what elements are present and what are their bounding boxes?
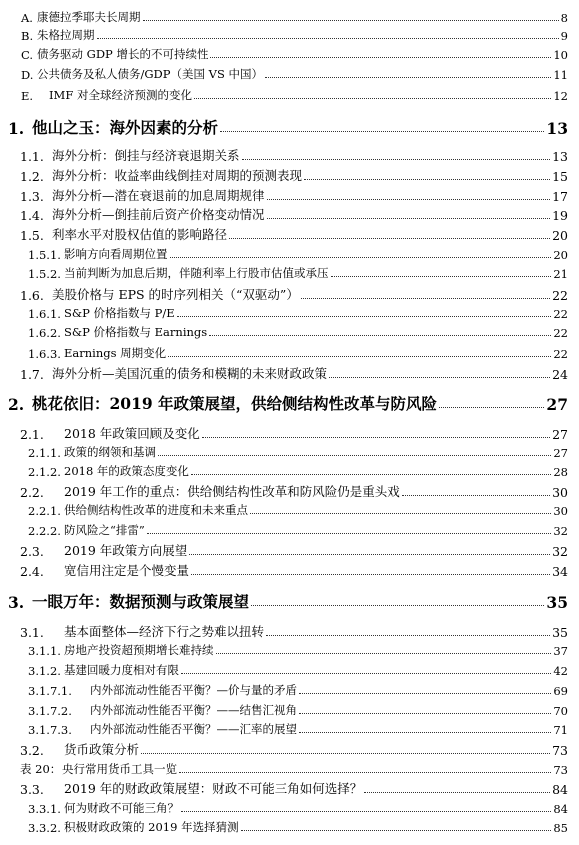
- dot-leader: [194, 98, 551, 99]
- dot-leader: [267, 199, 551, 200]
- toc-entry-number: C.: [21, 48, 34, 62]
- dot-leader: [158, 455, 551, 456]
- toc-entry-number: D.: [21, 68, 34, 82]
- toc-entry-number: 1.6.3.: [28, 347, 61, 361]
- toc-entry-page-number: 20: [552, 228, 568, 243]
- toc-entry-title: 基建回暖力度相对有限: [64, 663, 179, 677]
- toc-entry-number: 2.1.2.: [28, 465, 61, 479]
- toc-entry[interactable]: [0, 561, 579, 579]
- toc-entry-title: 房地产投资超预期增长难持续: [64, 643, 214, 657]
- toc-entry-title: 海外分析—潜在衰退前的加息周期规律: [52, 188, 265, 203]
- dot-leader: [143, 20, 559, 21]
- toc-entry-page-number: 84: [552, 782, 568, 797]
- toc-entry-title: 2019 年工作的重点：供给侧结构性改革和防风险仍是重头戏: [64, 484, 400, 499]
- toc-entry-page-number: 11: [553, 68, 568, 82]
- toc-entry-title: 基本面整体—经济下行之势难以扭转: [64, 624, 265, 639]
- toc-entry-number: 1.6.2.: [28, 326, 61, 340]
- toc-entry-number: 3.: [8, 593, 25, 612]
- toc-entry-page-number: 27: [546, 395, 568, 414]
- toc-entry[interactable]: [0, 818, 579, 835]
- toc-entry-number: 2.3.: [20, 544, 44, 559]
- dot-leader: [267, 218, 551, 219]
- toc-entry-page-number: 20: [553, 248, 568, 262]
- toc-entry-page-number: 19: [552, 208, 568, 223]
- toc-entry-title: 积极财政政策的 2019 年选择猜测: [64, 820, 239, 834]
- toc-entry-number: 1.5.1.: [28, 248, 61, 262]
- dot-leader: [331, 276, 552, 277]
- toc-entry-title: 海外分析：收益率曲线倒挂对周期的预测表现: [52, 168, 303, 183]
- toc-entry-page-number: 35: [546, 593, 568, 612]
- toc-entry-number: 3.3.: [20, 782, 44, 797]
- toc-entry[interactable]: [0, 641, 579, 658]
- toc-entry-number: A.: [21, 11, 33, 25]
- toc-entry-title: 利率水平对股权估值的影响路径: [52, 227, 228, 242]
- toc-entry[interactable]: [0, 225, 579, 243]
- toc-entry[interactable]: [0, 323, 579, 340]
- toc-entry[interactable]: [0, 541, 579, 559]
- toc-entry[interactable]: [0, 65, 579, 82]
- toc-entry-number: 2.1.: [20, 427, 44, 442]
- toc-entry[interactable]: [0, 205, 579, 223]
- toc-entry-title: 政策的纲领和基调: [64, 445, 156, 459]
- dot-leader: [191, 574, 550, 575]
- toc-entry[interactable]: [0, 392, 579, 414]
- toc-entry-title: Earnings 周期变化: [64, 346, 167, 360]
- toc-entry[interactable]: [0, 590, 579, 612]
- toc-entry-title: 内外部流动性能否平衡？——结售汇视角: [90, 703, 297, 717]
- toc-entry[interactable]: [0, 779, 579, 797]
- toc-entry-title: 海外分析—倒挂前后资产价格变动情况: [52, 207, 265, 222]
- dot-leader: [266, 635, 550, 636]
- toc-entry-number: 1.5.2.: [28, 267, 61, 281]
- toc-entry[interactable]: [0, 462, 579, 479]
- toc-entry-page-number: 84: [553, 802, 568, 816]
- toc-entry[interactable]: [0, 720, 579, 737]
- toc-entry-title: 影响方向看周期位置: [64, 247, 168, 261]
- toc-entry-title: 桃花依旧：2019 年政策展望，供给侧结构性改革与防风险: [32, 394, 438, 413]
- toc-entry-number: 1.6.: [20, 288, 44, 303]
- toc-entry-number: 3.1.1.: [28, 644, 61, 658]
- toc-entry-title: 他山之玉：海外因素的分析: [32, 118, 219, 137]
- toc-entry-page-number: 12: [553, 89, 568, 103]
- dot-leader: [299, 732, 551, 733]
- toc-entry-number: 1.1.: [20, 149, 44, 164]
- toc-entry-title: 2018 年的政策态度变化: [64, 464, 189, 478]
- toc-entry[interactable]: [0, 166, 579, 184]
- toc-entry-page-number: 10: [553, 48, 568, 62]
- toc-entry[interactable]: [0, 86, 579, 103]
- toc-entry-page-number: 71: [553, 723, 568, 737]
- toc-entry-title: 海外分析：倒挂与经济衰退期关系: [52, 148, 240, 163]
- dot-leader: [220, 131, 544, 132]
- toc-entry-page-number: 35: [552, 625, 568, 640]
- toc-entry-title: 2018 年政策回顾及变化: [64, 426, 200, 441]
- dot-leader: [439, 407, 544, 408]
- toc-entry[interactable]: [0, 622, 579, 640]
- toc-entry-page-number: 27: [552, 427, 568, 442]
- toc-entry-page-number: 70: [553, 704, 568, 718]
- dot-leader: [97, 38, 559, 39]
- toc-entry-number: 2.: [8, 395, 25, 414]
- dot-leader: [209, 335, 551, 336]
- toc-entry-number: B.: [21, 29, 34, 43]
- toc-entry-page-number: 30: [553, 504, 568, 518]
- toc-entry-page-number: 17: [552, 189, 568, 204]
- dot-leader: [141, 753, 550, 754]
- toc-entry[interactable]: [0, 501, 579, 518]
- toc-entry-title: 央行常用货币工具一览: [62, 762, 177, 776]
- toc-entry[interactable]: [0, 740, 579, 758]
- toc-entry-number: 表 20：: [20, 762, 62, 776]
- toc-entry-page-number: 22: [553, 307, 568, 321]
- toc-entry-page-number: 85: [553, 821, 568, 835]
- dot-leader: [191, 474, 551, 475]
- toc-entry[interactable]: [0, 245, 579, 262]
- toc-entry-page-number: 27: [553, 446, 568, 460]
- toc-entry-page-number: 32: [553, 524, 568, 538]
- toc-entry-page-number: 69: [553, 684, 568, 698]
- toc-entry-title: 一眼万年：数据预测与政策展望: [32, 592, 250, 611]
- toc-entry-number: 3.1.7.3.: [28, 723, 72, 737]
- toc-entry[interactable]: [0, 26, 579, 43]
- toc-entry-number: 1.4.: [20, 208, 44, 223]
- toc-entry-title: 公共债务及私人债务/GDP（美国 VS 中国）: [37, 67, 264, 81]
- dot-leader: [242, 159, 551, 160]
- toc-entry-page-number: 9: [560, 29, 568, 43]
- toc-entry-page-number: 34: [552, 564, 568, 579]
- toc-entry-number: 1.2.: [20, 169, 44, 184]
- toc-entry-number: 1.7.: [20, 367, 44, 382]
- toc-entry-number: 3.1.7.1.: [28, 684, 72, 698]
- toc-entry-title: 当前判断为加息后期，伴随利率上行股市估值或承压: [64, 266, 329, 280]
- toc-entry-title: S&P 价格指数与 Earnings: [64, 325, 208, 339]
- dot-leader: [177, 316, 552, 317]
- toc-entry-number: 2.2.: [20, 485, 44, 500]
- toc-entry-page-number: 22: [552, 288, 568, 303]
- dot-leader: [216, 653, 552, 654]
- toc-entry[interactable]: [0, 344, 579, 361]
- dot-leader: [210, 57, 551, 58]
- toc-entry-title: 何为财政不可能三角？: [64, 801, 179, 815]
- toc-entry-title: 海外分析—美国沉重的债务和模糊的未来财政政策: [52, 366, 328, 381]
- toc-entry[interactable]: [0, 364, 579, 382]
- toc-entry-page-number: 22: [553, 347, 568, 361]
- toc-entry-page-number: 73: [552, 743, 568, 758]
- toc-entry-number: 2.2.1.: [28, 504, 61, 518]
- dot-leader: [202, 437, 550, 438]
- toc-entry-page-number: 13: [552, 149, 568, 164]
- toc-entry[interactable]: [0, 799, 579, 816]
- toc-entry-title: 朱格拉周期: [37, 28, 95, 42]
- toc-entry[interactable]: [0, 186, 579, 204]
- dot-leader: [170, 257, 552, 258]
- toc-entry[interactable]: [0, 285, 579, 303]
- dot-leader: [250, 513, 551, 514]
- dot-leader: [299, 713, 551, 714]
- toc-entry-page-number: 30: [552, 485, 568, 500]
- toc-entry-title: 防风险之“排雷”: [64, 523, 145, 537]
- dot-leader: [168, 356, 551, 357]
- toc-entry-page-number: 73: [553, 763, 568, 777]
- dot-leader: [189, 554, 550, 555]
- toc-entry[interactable]: [0, 521, 579, 538]
- dot-leader: [265, 77, 551, 78]
- toc-entry-number: 3.1.7.2.: [28, 704, 72, 718]
- toc-entry-number: 1.3.: [20, 189, 44, 204]
- toc-entry-number: 1.6.1.: [28, 307, 61, 321]
- toc-entry[interactable]: [0, 424, 579, 442]
- toc-entry-number: 3.1.: [20, 625, 44, 640]
- dot-leader: [181, 673, 551, 674]
- toc-entry-title: 供给侧结构性改革的进度和未来重点: [64, 503, 248, 517]
- toc-entry-number: 3.2.: [20, 743, 44, 758]
- dot-leader: [241, 830, 552, 831]
- toc-entry[interactable]: [0, 760, 579, 777]
- toc-entry[interactable]: [0, 681, 579, 698]
- toc-entry-number: 3.1.2.: [28, 664, 61, 678]
- toc-entry-title: 内外部流动性能否平衡？——汇率的展望: [90, 722, 297, 736]
- toc-entry-page-number: 22: [553, 326, 568, 340]
- toc-entry[interactable]: [0, 701, 579, 718]
- toc-entry-number: 2.4.: [20, 564, 44, 579]
- toc-entry[interactable]: [0, 304, 579, 321]
- dot-leader: [179, 772, 551, 773]
- dot-leader: [251, 605, 544, 606]
- toc-entry[interactable]: [0, 116, 579, 138]
- toc-entry-page-number: 8: [560, 11, 568, 25]
- dot-leader: [299, 693, 551, 694]
- toc-entry[interactable]: [0, 45, 579, 62]
- dot-leader: [229, 238, 550, 239]
- dot-leader: [402, 495, 550, 496]
- toc-entry-page-number: 24: [552, 367, 568, 382]
- toc-entry-title: 债务驱动 GDP 增长的不可持续性: [37, 47, 209, 61]
- toc-entry-number: 3.3.2.: [28, 821, 61, 835]
- toc-entry-page-number: 28: [553, 465, 568, 479]
- toc-entry-title: 宽信用注定是个慢变量: [64, 563, 190, 578]
- dot-leader: [304, 179, 550, 180]
- toc-entry-page-number: 32: [552, 544, 568, 559]
- toc-entry-number: 3.3.1.: [28, 802, 61, 816]
- dot-leader: [181, 811, 551, 812]
- toc-entry[interactable]: [0, 8, 579, 25]
- dot-leader: [329, 377, 550, 378]
- toc-entry-page-number: 21: [553, 267, 568, 281]
- toc-entry-number: 2.2.2.: [28, 524, 61, 538]
- toc-entry-title: IMF 对全球经济预测的变化: [49, 88, 192, 102]
- toc-entry-title: 2019 年政策方向展望: [64, 543, 188, 558]
- toc-entry-title: S&P 价格指数与 P/E: [64, 306, 175, 320]
- toc-entry-title: 2019 年的财政政策展望：财政不可能三角如何选择？: [64, 781, 363, 796]
- toc-entry-number: 1.: [8, 119, 25, 138]
- toc-entry-page-number: 15: [552, 169, 568, 184]
- toc-entry-number: E.: [21, 89, 34, 103]
- toc-entry-number: 1.5.: [20, 228, 44, 243]
- toc-entry[interactable]: [0, 482, 579, 500]
- toc-entry[interactable]: [0, 443, 579, 460]
- toc-entry-page-number: 13: [546, 119, 568, 138]
- toc-entry-page-number: 42: [553, 664, 568, 678]
- toc-entry-number: 2.1.1.: [28, 446, 61, 460]
- toc-entry[interactable]: [0, 661, 579, 678]
- toc-entry-title: 康德拉季耶夫长周期: [37, 10, 141, 24]
- toc-entry-title: 货币政策分析: [64, 742, 140, 757]
- toc-entry-title: 内外部流动性能否平衡？—价与量的矛盾: [90, 683, 297, 697]
- toc-entry[interactable]: [0, 146, 579, 164]
- dot-leader: [147, 533, 552, 534]
- toc-entry-title: 美股价格与 EPS 的时序列相关（“双驱动”）: [52, 287, 299, 302]
- toc-entry[interactable]: [0, 264, 579, 281]
- dot-leader: [364, 792, 550, 793]
- dot-leader: [301, 298, 550, 299]
- toc-entry-page-number: 37: [553, 644, 568, 658]
